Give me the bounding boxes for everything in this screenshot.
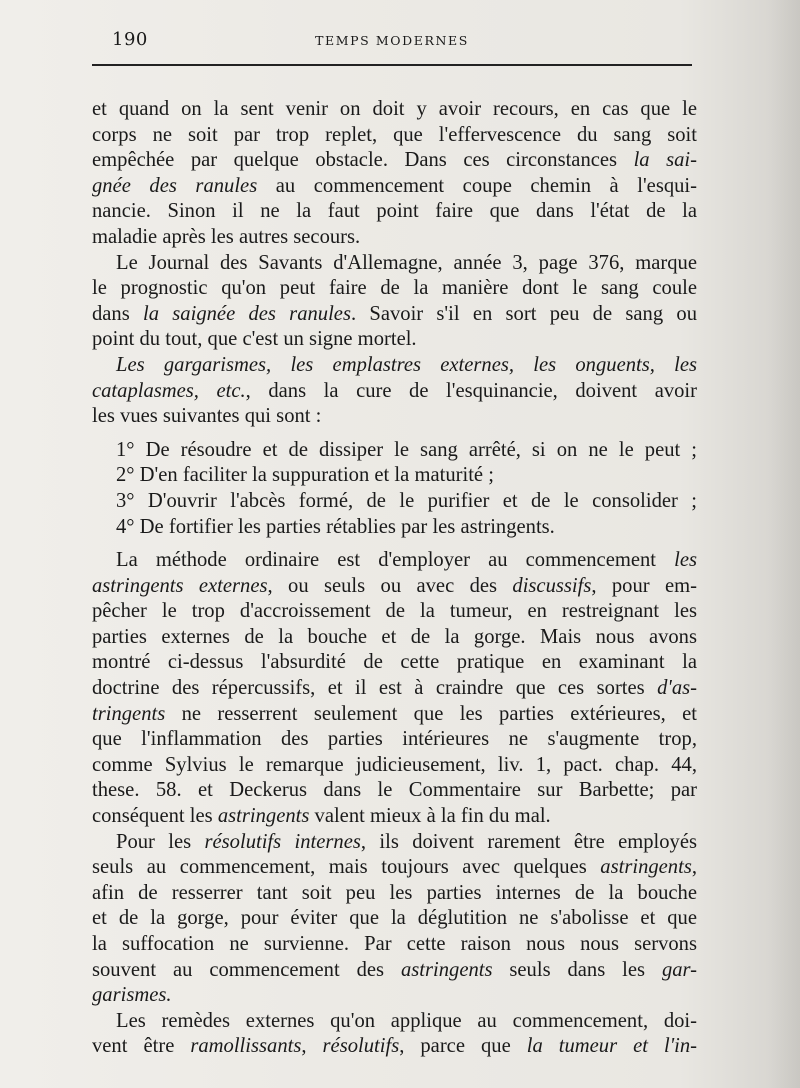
text-line: la suffocation ne survienne. Par cette raison nous nous servons <box>92 933 697 955</box>
italic-term: garismes. <box>92 984 172 1007</box>
spacer <box>92 540 697 548</box>
text-line: nancie. Sinon il ne la faut point faire que dans l'état de la <box>92 200 697 223</box>
list-item: 3° D'ouvrir l'abcès formé, de le purifier et de le consolider ; <box>116 489 697 512</box>
list-item: 2° D'en faciliter la suppuration et la maturité ; <box>116 464 494 487</box>
text-line: La méthode ordinaire est d'employer au commencement les <box>116 549 697 572</box>
italic-term: la sai- <box>633 149 697 172</box>
text-line: pêcher le trop d'accroissement de la tumeur, en restreignant les <box>92 600 697 623</box>
italic-term: astringents <box>600 856 692 879</box>
list-item: 4° De fortifier les parties rétablies par les astringents. <box>116 515 555 538</box>
text-line: dans la saignée des ranules. Savoir s'il en sort peu de sang ou <box>92 302 697 325</box>
italic-term: gar- <box>661 958 697 981</box>
text-line: et quand on la sent venir on doit y avoir recours, en cas que le <box>92 98 697 120</box>
text-line: comme Sylvius le remarque judicieusement, liv. 1, pact. chap. 44, <box>92 753 697 776</box>
text-line: astringents externes, ou seuls ou avec des discussifs, pour em- <box>92 574 697 597</box>
italic-term: Les gargarismes, les emplastres externes, les onguents, les <box>116 353 697 376</box>
italic-term: la tumeur et l'in- <box>526 1035 698 1058</box>
running-head <box>92 26 692 54</box>
italic-term: résolutifs internes <box>204 830 361 853</box>
header-rule <box>92 64 692 66</box>
text-line: point du tout, que c'est un signe mortel. <box>92 328 417 351</box>
italic-term: d'as- <box>657 677 697 700</box>
italic-term: la saignée des ranules <box>143 302 351 325</box>
text-line: le prognostic qu'on peut faire de la manière dont le sang coule <box>92 277 697 300</box>
text-line: vent être ramollissants, résolutifs, parce que la tumeur et l'in- <box>92 1035 698 1058</box>
text-line: empêchée par quelque obstacle. Dans ces circonstances la sai- <box>92 149 697 172</box>
italic-term: ramollissants <box>190 1035 302 1058</box>
text-line <box>92 983 697 1009</box>
italic-term: cataplasmes, etc. <box>92 379 246 402</box>
text-line: Pour les résolutifs internes, ils doivent rarement être employés <box>116 830 697 853</box>
text-line: tringents ne resserrent seulement que les parties extérieures, et <box>92 702 697 725</box>
text-line: doctrine des répercussifs, et il est à craindre que ces sortes d'as- <box>92 677 697 700</box>
list-item: 1° De résoudre et de dissiper le sang arrêté, si on ne le peut ; <box>116 438 697 461</box>
italic-term: résolutifs <box>322 1035 400 1058</box>
text-line: conséquent les astringents valent mieux à la fin du mal. <box>92 805 551 828</box>
text-line: et de la gorge, pour éviter que la déglutition ne s'abolisse et que <box>92 907 697 930</box>
running-title: TEMPS MODERNES <box>315 33 469 48</box>
italic-term: astringents externes <box>92 574 268 597</box>
spacer <box>92 430 697 438</box>
text-line <box>92 353 697 379</box>
text-line: gnée des ranules au commencement coupe chemin à l'esqui- <box>92 174 698 197</box>
text-line: afin de resserrer tant soit peu les parties internes de la bouche <box>92 881 697 904</box>
text-line: corps ne soit par trop replet, que l'effervescence du sang soit <box>92 123 697 146</box>
text-line: les vues suivantes qui sont : <box>92 405 322 428</box>
text-line: these. 58. et Deckerus dans le Commentaire sur Barbette; par <box>92 779 697 802</box>
text-line: que l'inflammation des parties intérieures ne s'augmente trop, <box>92 728 697 751</box>
text-line: parties externes de la bouche et de la gorge. Mais nous avons <box>92 625 697 648</box>
text-line: Le Journal des Savants d'Allemagne, année 3, page 376, marque <box>116 251 697 274</box>
page-number: 190 <box>112 29 148 50</box>
italic-term: tringents <box>92 702 166 725</box>
italic-term: discussifs <box>512 574 592 597</box>
text-line: maladie après les autres secours. <box>92 225 361 248</box>
text-line: souvent au commencement des astringents seuls dans les gar- <box>92 958 697 981</box>
italic-term: astringents <box>400 958 493 981</box>
italic-term: les <box>674 549 697 572</box>
text-line: cataplasmes, etc., dans la cure de l'esquinancie, doivent avoir <box>92 379 698 402</box>
text-line: montré ci-dessus l'absurdité de cette pratique en examinant la <box>92 651 697 674</box>
italic-term: astringents <box>217 805 310 828</box>
text-line: seuls au commencement, mais toujours avec quelques astringents, <box>92 856 697 879</box>
text-line: Les remèdes externes qu'on applique au commencement, doi- <box>116 1009 697 1032</box>
italic-term: gnée des ranules <box>92 174 258 197</box>
body-text <box>92 97 697 1060</box>
